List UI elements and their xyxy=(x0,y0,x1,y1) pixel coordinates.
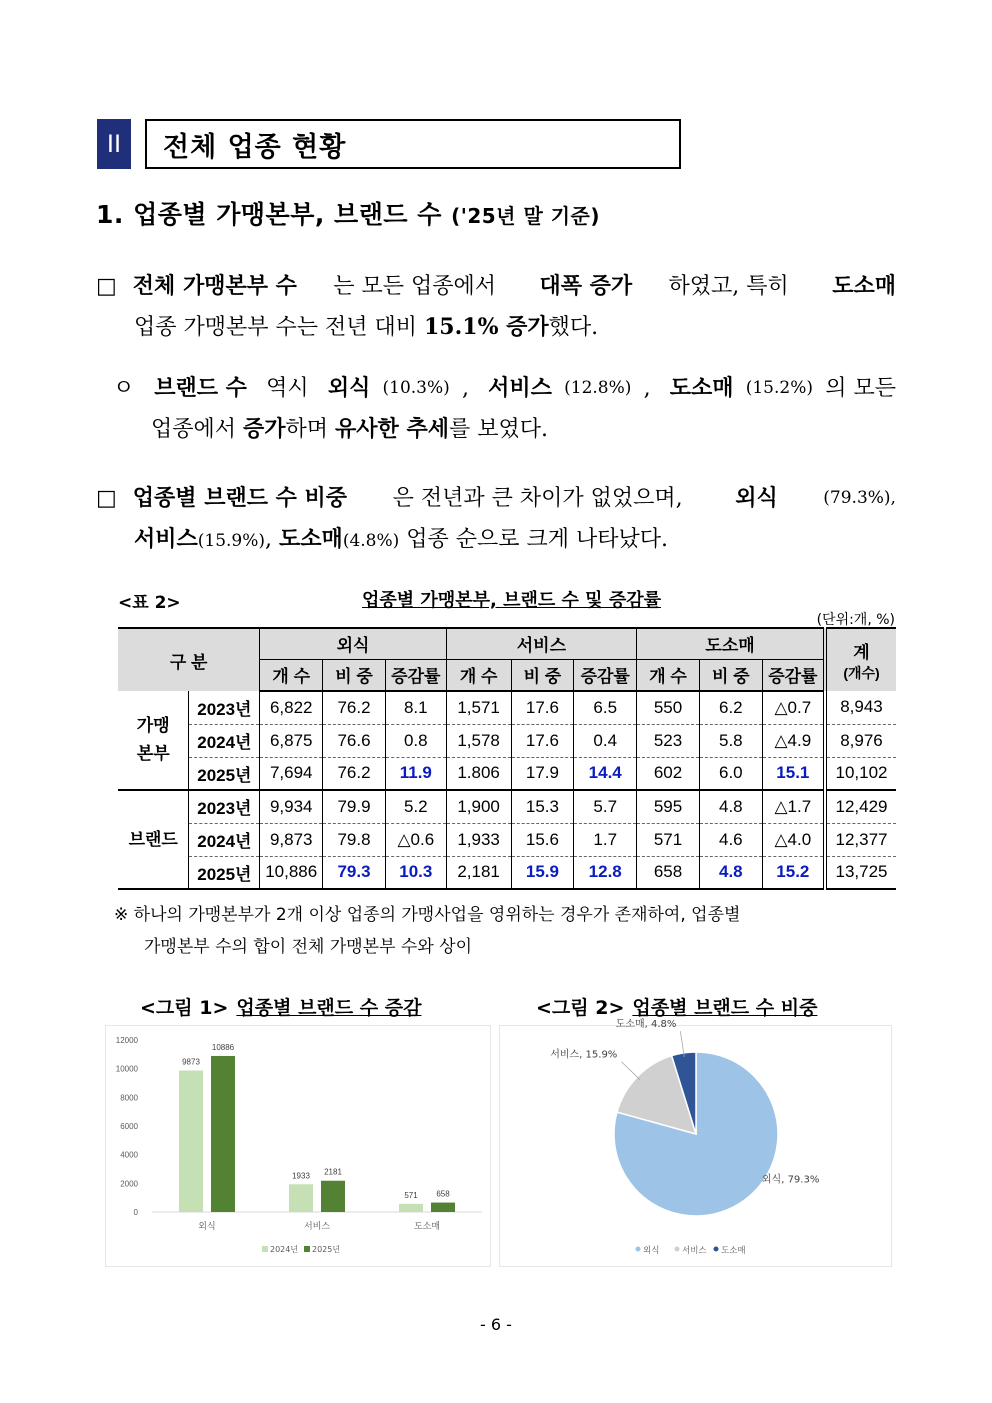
table-cell: 76.2 xyxy=(323,757,386,790)
header-group-1: 서비스 xyxy=(446,628,636,659)
table-cell: 4.8 xyxy=(699,790,762,823)
paragraph-2-line-2 xyxy=(113,409,896,450)
table-cell: 15.1 xyxy=(762,757,825,790)
table-cell: 6,822 xyxy=(260,691,323,724)
bar-value-label: 9873 xyxy=(182,1057,200,1067)
pie-label: 외식, 79.3% xyxy=(761,1174,820,1186)
table-cell: 1.806 xyxy=(446,757,511,790)
text-run: 의 모든 xyxy=(825,376,896,401)
paragraph-1-line-2 xyxy=(96,307,896,348)
table-cell: 17.6 xyxy=(511,724,574,757)
header-total-label: 계 xyxy=(853,642,870,662)
table-cell: 8.1 xyxy=(385,691,446,724)
row-total: 12,377 xyxy=(825,823,896,856)
figure-1-label: <그림 1> xyxy=(140,997,229,1019)
header-group-2: 도소매 xyxy=(637,628,825,659)
text-run: 대폭 증가 xyxy=(539,273,633,299)
legend-label: 서비스 xyxy=(682,1246,707,1256)
text-run: 하며 xyxy=(285,417,336,442)
bar-value-label: 10886 xyxy=(211,1042,235,1052)
table-cell: 0.4 xyxy=(574,724,637,757)
bar-value-label: 1933 xyxy=(292,1171,310,1181)
text-run: (15.9%) xyxy=(197,531,266,551)
leader-line xyxy=(621,1062,640,1080)
table-title: 업종별 가맹본부, 브랜드 수 및 증감률 xyxy=(362,590,661,611)
x-tick-label: 서비스 xyxy=(303,1222,331,1232)
table-cell: 6.2 xyxy=(699,691,762,724)
y-tick-label: 10000 xyxy=(115,1064,138,1074)
text-run: 는 모든 업종에서 xyxy=(333,274,504,299)
table-cell: 9,934 xyxy=(260,790,323,823)
table-row xyxy=(118,856,896,889)
row-total: 13,725 xyxy=(825,856,896,889)
text-run: 역시 xyxy=(259,376,316,401)
table-cell: △0.7 xyxy=(762,691,825,724)
text-run: 업종별 브랜드 수 비중 xyxy=(132,485,348,511)
table-header-row xyxy=(118,628,896,659)
row-group-label: 브랜드 xyxy=(118,790,189,889)
bar xyxy=(431,1203,455,1212)
section-title: 전체 업종 현황 xyxy=(145,119,681,169)
table-cell: 79.8 xyxy=(323,823,386,856)
table-cell: 1,933 xyxy=(446,823,511,856)
legend-marker xyxy=(636,1247,641,1252)
text-run: (12.8%) xyxy=(564,378,632,398)
text-run: 증가 xyxy=(243,416,286,442)
row-total: 10,102 xyxy=(825,757,896,790)
heading-suffix: ('25년 말 기준) xyxy=(451,204,601,228)
y-tick-label: 2000 xyxy=(120,1179,138,1189)
table-cell: 5.2 xyxy=(385,790,446,823)
table-row xyxy=(118,724,896,757)
row-total: 8,976 xyxy=(825,724,896,757)
bar xyxy=(289,1184,313,1212)
table-cell: 7,694 xyxy=(260,757,323,790)
text-run: 업종 가맹본부 수는 전년 대비 xyxy=(134,315,424,340)
figure-2-label: <그림 2> xyxy=(536,997,625,1019)
table-cell: 4.8 xyxy=(699,856,762,889)
text-run: , xyxy=(265,527,280,552)
table-cell: 602 xyxy=(637,757,700,790)
sub-count: 개 수 xyxy=(446,659,511,691)
row-total: 12,429 xyxy=(825,790,896,823)
table-cell: 1,571 xyxy=(446,691,511,724)
bar-value-label: 658 xyxy=(436,1189,450,1199)
table-cell: 523 xyxy=(637,724,700,757)
text-run: 도소매 xyxy=(279,526,343,552)
table-caption: <표 2> xyxy=(118,593,181,613)
bullet-box: □ xyxy=(96,486,117,511)
table-cell: 571 xyxy=(637,823,700,856)
header-total-sub: (개수) xyxy=(843,664,880,681)
header-total xyxy=(825,628,896,691)
pie-label: 도소매, 4.8% xyxy=(615,1019,677,1031)
table-cell: 5.8 xyxy=(699,724,762,757)
paragraph-2 xyxy=(113,368,896,450)
table-cell: 658 xyxy=(637,856,700,889)
table-cell: △1.7 xyxy=(762,790,825,823)
bar-chart-box xyxy=(105,1025,491,1267)
sub-rate: 증감률 xyxy=(385,659,446,691)
bar xyxy=(179,1070,203,1212)
legend-swatch xyxy=(304,1246,310,1252)
text-run: 서비스 xyxy=(134,526,198,552)
text-run: 도소매 xyxy=(669,375,734,401)
bullet-box: □ xyxy=(96,274,117,299)
table-cell: 15.6 xyxy=(511,823,574,856)
table-cell: △0.6 xyxy=(385,823,446,856)
x-tick-label: 도소매 xyxy=(413,1222,441,1232)
section-header xyxy=(97,119,681,169)
table-cell: 14.4 xyxy=(574,757,637,790)
table-cell: 10.3 xyxy=(385,856,446,889)
table-cell: 17.6 xyxy=(511,691,574,724)
text-run: (4.8%) xyxy=(342,531,400,551)
row-year: 2025년 xyxy=(189,856,260,889)
bullet-circle: ㅇ xyxy=(113,376,135,401)
text-run: (15.2%) xyxy=(745,378,814,398)
paragraph-2-line-1 xyxy=(113,368,896,409)
legend-label: 2024년 xyxy=(270,1245,299,1254)
text-run: 15.1% 증가 xyxy=(424,314,549,340)
table-cell: 12.8 xyxy=(574,856,637,889)
bar xyxy=(211,1056,235,1212)
text-run: 하였고, 특히 xyxy=(668,274,796,299)
table-cell: 6,875 xyxy=(260,724,323,757)
table-row xyxy=(118,823,896,856)
y-tick-label: 4000 xyxy=(120,1150,138,1160)
table-cell: 4.6 xyxy=(699,823,762,856)
y-tick-label: 8000 xyxy=(120,1093,138,1103)
sub-count: 개 수 xyxy=(260,659,323,691)
table-cell: 15.9 xyxy=(511,856,574,889)
footnote-line-1: ※ 하나의 가맹본부가 2개 이상 업종의 가맹사업을 영위하는 경우가 존재하여, 업종별 xyxy=(114,905,741,925)
text-run: 은 전년과 큰 차이가 없었으며, xyxy=(392,486,690,511)
table-cell: 6.0 xyxy=(699,757,762,790)
table-cell: 5.7 xyxy=(574,790,637,823)
sub-share: 비 중 xyxy=(323,659,386,691)
text-run: 도소매 xyxy=(832,273,896,299)
paragraph-3-line-2 xyxy=(96,519,896,562)
row-year: 2025년 xyxy=(189,757,260,790)
legend-marker xyxy=(714,1247,719,1252)
table-cell: 1.7 xyxy=(574,823,637,856)
page-number: - 6 - xyxy=(480,1315,512,1334)
header-group-0: 외식 xyxy=(260,628,446,659)
table-cell: 79.9 xyxy=(323,790,386,823)
table-cell: 10,886 xyxy=(260,856,323,889)
text-run: 업종에서 xyxy=(151,417,244,442)
text-run: , xyxy=(461,376,476,401)
table-cell: 15.3 xyxy=(511,790,574,823)
sub-share: 비 중 xyxy=(699,659,762,691)
row-total: 8,943 xyxy=(825,691,896,724)
data-table xyxy=(118,627,896,890)
text-run: 외식 xyxy=(327,375,371,401)
paragraph-3-line-1 xyxy=(96,478,896,519)
table-unit: (단위:개, %) xyxy=(816,612,895,628)
paragraph-1-line-1 xyxy=(96,266,896,307)
legend-label: 외식 xyxy=(643,1246,660,1256)
text-run: 외식 xyxy=(735,485,778,511)
figure-2-caption xyxy=(536,993,817,1020)
header-gubun: 구 분 xyxy=(118,628,260,691)
table-cell: 0.8 xyxy=(385,724,446,757)
footnote-line-2: 가맹본부 수의 합이 전체 가맹본부 수와 상이 xyxy=(144,937,473,957)
table-cell: 15.2 xyxy=(762,856,825,889)
paragraph-1 xyxy=(96,266,896,348)
table-row xyxy=(118,757,896,790)
table-cell: 11.9 xyxy=(385,757,446,790)
pie-label: 서비스, 15.9% xyxy=(550,1049,618,1061)
text-run: 업종 순으로 크게 나타났다. xyxy=(399,527,669,552)
legend-swatch xyxy=(262,1246,268,1252)
legend-marker xyxy=(675,1247,680,1252)
text-run: 했다. xyxy=(548,315,599,340)
bar-value-label: 571 xyxy=(404,1190,418,1200)
table-cell: 76.2 xyxy=(323,691,386,724)
pie-chart xyxy=(500,1019,893,1268)
text-run: 서비스 xyxy=(488,375,552,401)
table-row xyxy=(118,691,896,724)
section-number: II xyxy=(97,119,131,169)
heading xyxy=(96,195,600,231)
table-cell: 6.5 xyxy=(574,691,637,724)
x-tick-label: 외식 xyxy=(198,1222,216,1232)
text-run: 유사한 추세 xyxy=(335,416,449,442)
table-cell: 2,181 xyxy=(446,856,511,889)
text-run: , xyxy=(643,376,658,401)
text-run: 를 보였다. xyxy=(448,417,548,442)
legend-label: 도소매 xyxy=(721,1246,746,1256)
legend-label: 2025년 xyxy=(312,1245,341,1254)
figure-2-title: 업종별 브랜드 수 비중 xyxy=(632,997,818,1019)
text-run: 전체 가맹본부 수 xyxy=(132,273,297,299)
table-cell: 550 xyxy=(637,691,700,724)
table-cell: 76.6 xyxy=(323,724,386,757)
heading-main: 1. 업종별 가맹본부, 브랜드 수 xyxy=(96,200,452,229)
table-cell: △4.9 xyxy=(762,724,825,757)
row-year: 2023년 xyxy=(189,790,260,823)
paragraph-3 xyxy=(96,478,896,562)
table-cell: △4.0 xyxy=(762,823,825,856)
y-tick-label: 0 xyxy=(133,1208,138,1217)
figure-1-title: 업종별 브랜드 수 증감 xyxy=(236,997,422,1019)
y-tick-label: 6000 xyxy=(120,1122,138,1131)
bar-value-label: 2181 xyxy=(324,1167,342,1177)
text-run: (79.3%), xyxy=(823,488,896,508)
table-cell: 595 xyxy=(637,790,700,823)
sub-share: 비 중 xyxy=(511,659,574,691)
bar xyxy=(399,1204,423,1212)
text-run: (10.3%) xyxy=(382,378,450,398)
bar-chart xyxy=(106,1026,492,1268)
sub-count: 개 수 xyxy=(637,659,700,691)
row-group-label: 가맹 본부 xyxy=(118,691,189,790)
row-year: 2024년 xyxy=(189,724,260,757)
table-cell: 9,873 xyxy=(260,823,323,856)
figure-1-caption xyxy=(140,993,421,1020)
row-year: 2024년 xyxy=(189,823,260,856)
table-cell: 1,578 xyxy=(446,724,511,757)
footnote xyxy=(114,899,896,963)
bar xyxy=(321,1181,345,1212)
text-run: 브랜드 수 xyxy=(154,375,247,401)
sub-rate: 증감률 xyxy=(574,659,637,691)
y-tick-label: 12000 xyxy=(115,1036,138,1045)
table-cell: 1,900 xyxy=(446,790,511,823)
pie-chart-box xyxy=(499,1019,892,1267)
table-cell: 17.9 xyxy=(511,757,574,790)
table-row xyxy=(118,790,896,823)
row-year: 2023년 xyxy=(189,691,260,724)
sub-rate: 증감률 xyxy=(762,659,825,691)
table-cell: 79.3 xyxy=(323,856,386,889)
